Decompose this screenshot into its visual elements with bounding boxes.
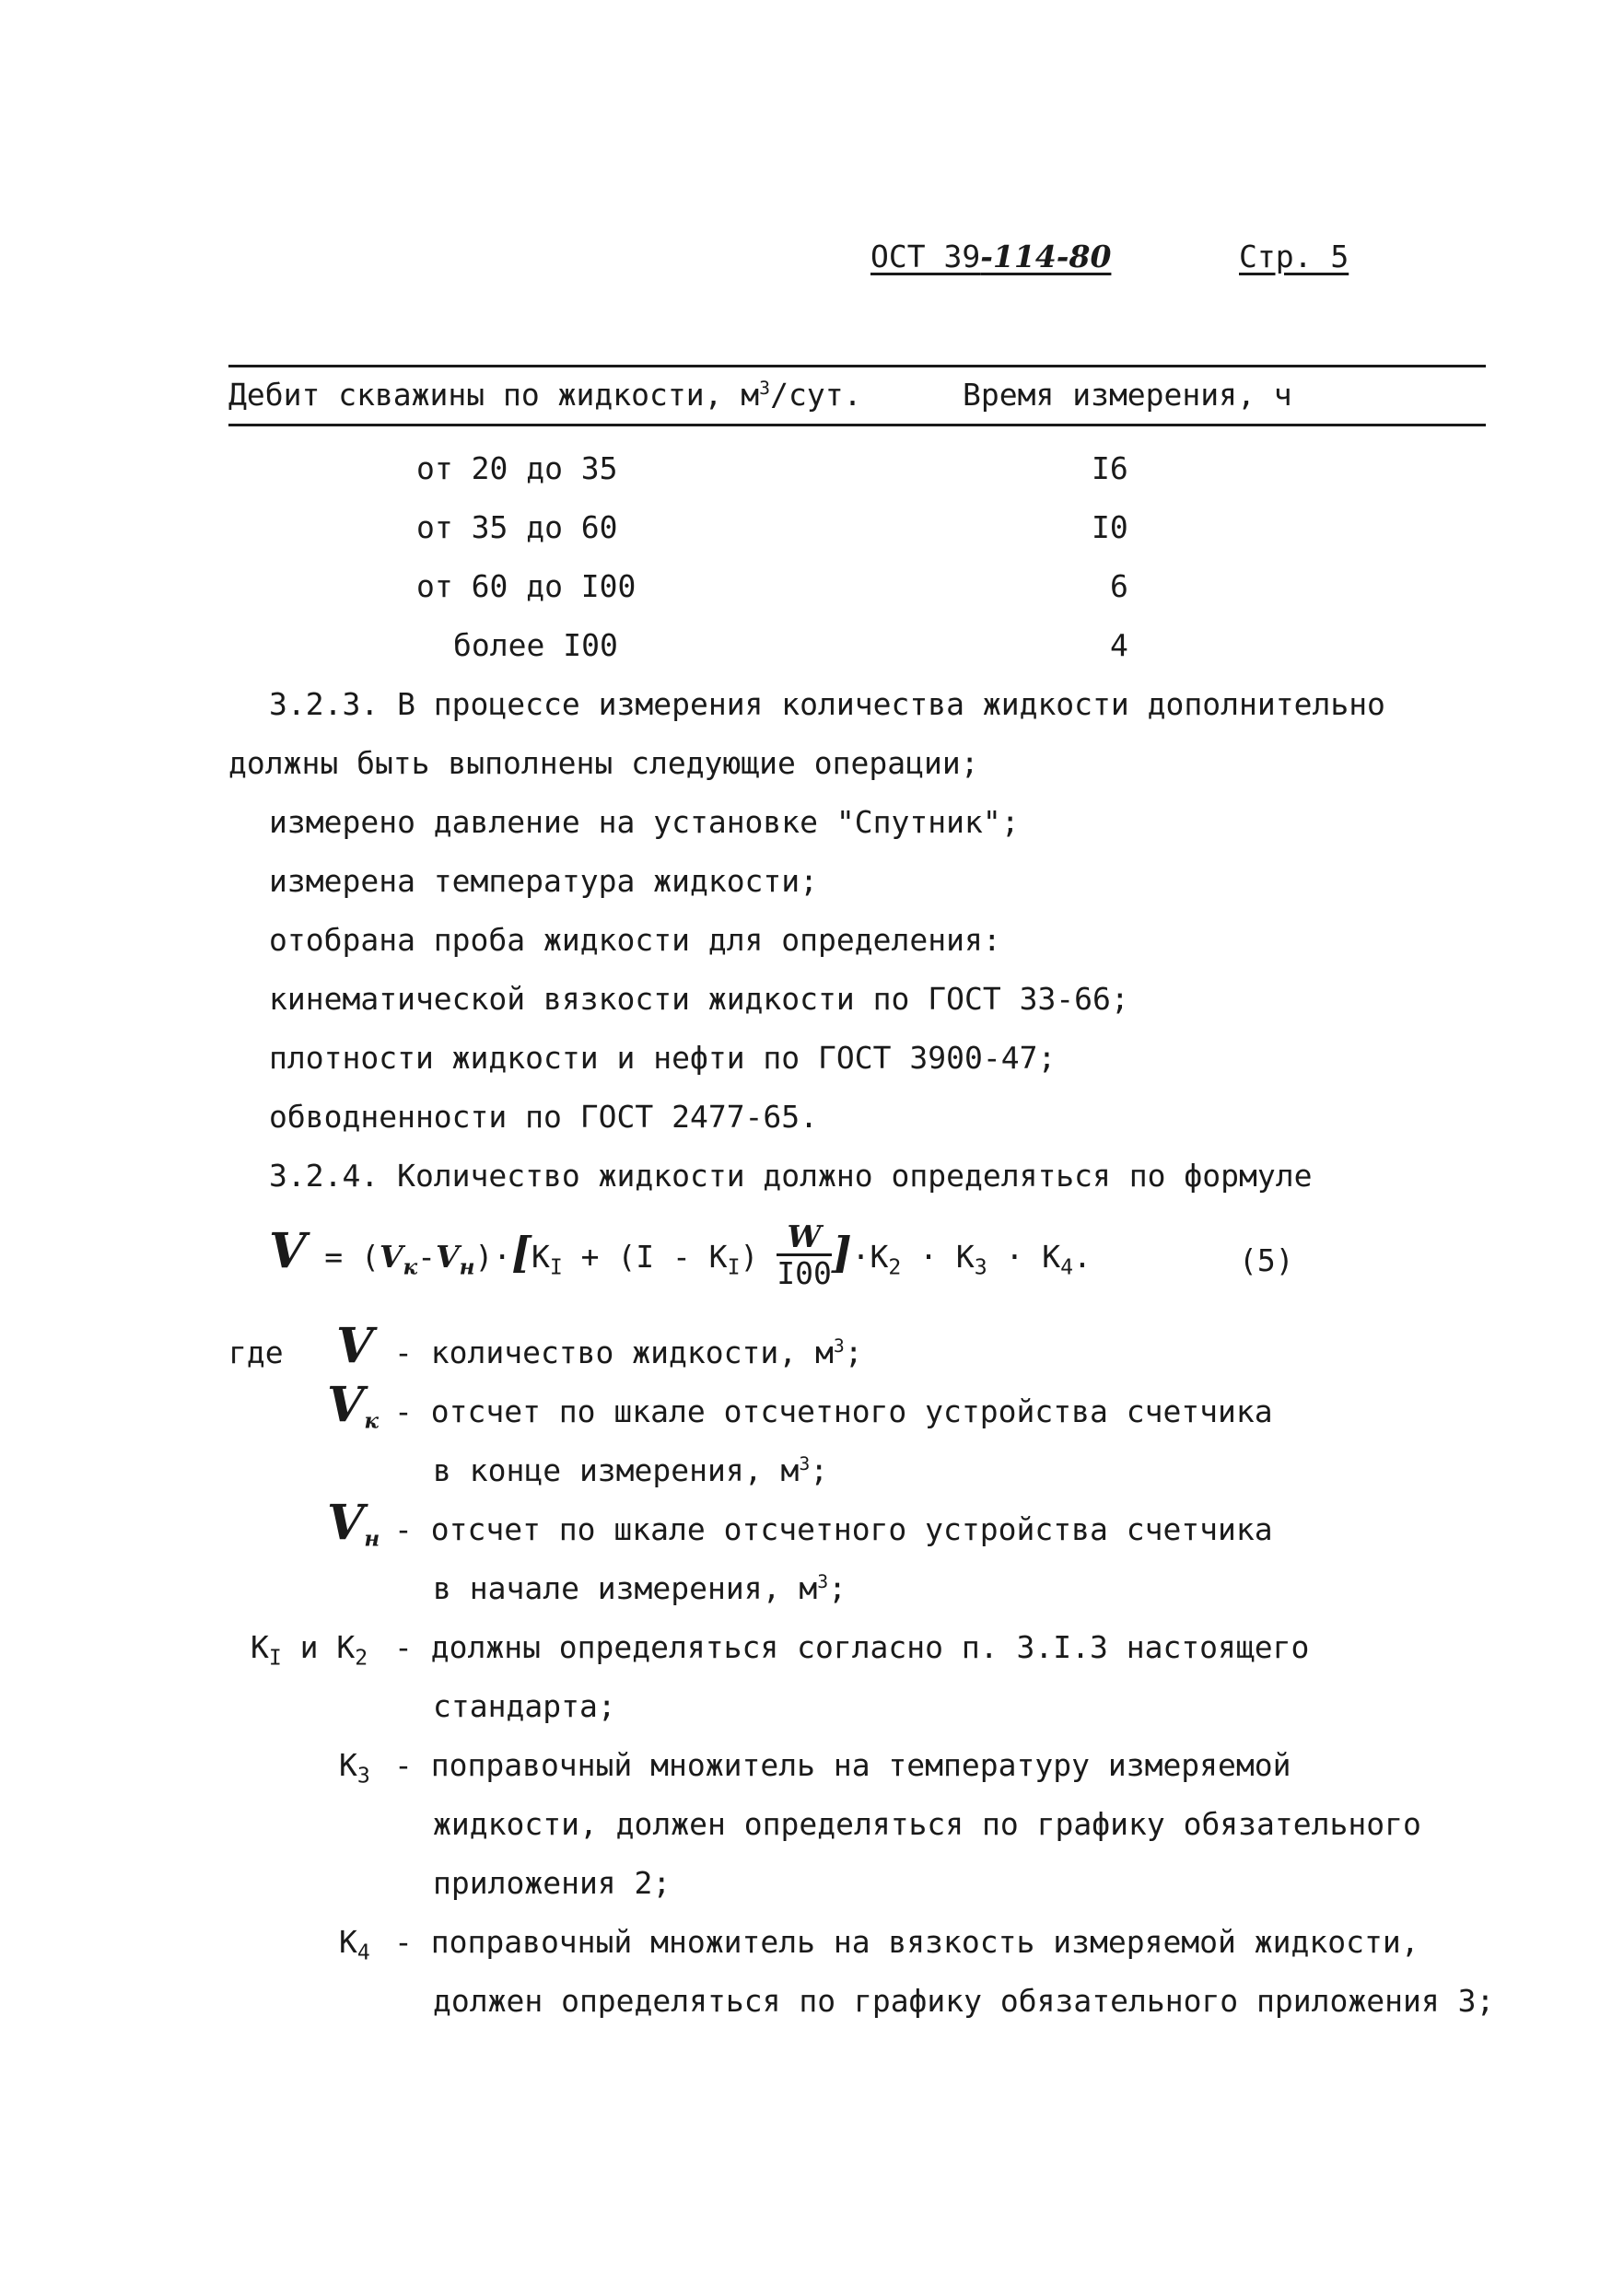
legend-vk-line1: - отсчет по шкале отсчетного устройства счетчика xyxy=(394,1393,1273,1429)
formula-vn: V xyxy=(435,1239,460,1275)
table-header-col1 xyxy=(228,377,862,413)
formula-open: ( xyxy=(360,1239,380,1275)
list-item: плотности жидкости и нефти по ГОСТ 3900-47; xyxy=(269,1040,1057,1076)
legend-k4-glyph: К xyxy=(339,1924,357,1960)
legend-vn-end: ; xyxy=(828,1570,847,1606)
section-323-line2: должны быть выполнены следующие операции; xyxy=(228,745,979,781)
table-row-time: I0 xyxy=(1092,509,1128,545)
table-row-time: I6 xyxy=(1092,450,1128,486)
formula-k2: ·К xyxy=(851,1239,889,1275)
legend-vn-sup: 3 xyxy=(817,1571,829,1592)
formula-vk: V xyxy=(379,1239,403,1275)
formula-k1-sub: I xyxy=(549,1255,563,1280)
formula-bracket-close: ] xyxy=(831,1228,852,1277)
table-row-time: 6 xyxy=(1110,568,1128,604)
legend-symbol-v xyxy=(336,1318,374,1374)
table-top-rule xyxy=(228,365,1486,367)
legend-vk-sup: 3 xyxy=(799,1453,811,1474)
legend-k1-glyph: К xyxy=(251,1629,269,1665)
list-item: измерено давление на установке "Спутник"; xyxy=(269,804,1020,840)
formula-fraction xyxy=(777,1218,832,1291)
formula-number: (5) xyxy=(1239,1242,1294,1278)
legend-vn-glyph: V xyxy=(327,1495,365,1551)
legend-vk-line2-text: в конце измерения, м xyxy=(433,1452,800,1488)
legend-k2-glyph: и К xyxy=(299,1629,356,1665)
legend-k3-line2: жидкости, должен определяться по графику обязательного xyxy=(433,1806,1421,1842)
legend-k1-sub: I xyxy=(268,1646,282,1671)
fraction-denominator: I00 xyxy=(777,1255,832,1291)
section-324-intro: 3.2.4. Количество жидкости должно определяться по формуле xyxy=(269,1158,1313,1194)
col1-header-text: Дебит скважины по жидкости, м xyxy=(228,377,760,413)
legend-k3-glyph: К xyxy=(339,1747,357,1783)
legend-k4-sub: 4 xyxy=(356,1941,370,1965)
legend-k1k2-line1: - должны определяться согласно п. 3.I.3 настоящего xyxy=(394,1629,1310,1665)
formula-paren-close: ) xyxy=(740,1239,759,1275)
legend-where: где xyxy=(228,1334,284,1370)
formula-k4: · К xyxy=(1005,1239,1061,1275)
formula-plus-part: + (I - К xyxy=(580,1239,728,1275)
legend-k1k2-line2: стандарта; xyxy=(433,1688,616,1724)
table-row-range: от 60 до I00 xyxy=(416,568,637,604)
table-row-range: более I00 xyxy=(453,627,618,663)
list-item: отобрана проба жидкости для определения: xyxy=(269,922,1001,958)
formula-bracket-open: [ xyxy=(511,1228,531,1277)
doc-designation xyxy=(870,241,1111,272)
formula-k2-sub: 2 xyxy=(888,1255,902,1280)
formula-vn-sub: н xyxy=(459,1254,475,1280)
legend-vn-sub: н xyxy=(364,1526,380,1552)
table-row-range: от 35 до 60 xyxy=(416,509,618,545)
page-number: Стр. 5 xyxy=(1239,239,1349,274)
formula-k3: · К xyxy=(919,1239,975,1275)
legend-v-sup: 3 xyxy=(833,1335,845,1357)
formula-minus: - xyxy=(417,1239,436,1275)
legend-k3-line1: - поправочный множитель на температуру измеряемой xyxy=(394,1747,1291,1783)
doc-number-handwritten: -114-80 xyxy=(980,239,1112,274)
legend-symbol-k1-k2 xyxy=(251,1629,368,1671)
legend-vn-line2 xyxy=(433,1570,847,1606)
formula xyxy=(269,1218,1092,1292)
legend-vk-sub: к xyxy=(364,1408,379,1434)
col1-header-tail: /сут. xyxy=(770,377,862,413)
list-item: измерена температура жидкости; xyxy=(269,863,819,899)
legend-v-end: ; xyxy=(844,1334,863,1370)
legend-vk-line2 xyxy=(433,1452,829,1488)
table-header-rule xyxy=(228,424,1486,426)
formula-k3-sub: 3 xyxy=(974,1255,987,1280)
legend-k2-sub: 2 xyxy=(355,1646,368,1671)
legend-vk-end: ; xyxy=(810,1452,829,1488)
formula-lhs: V xyxy=(269,1223,307,1279)
formula-eq: = xyxy=(324,1239,344,1275)
table-header-col2: Время измерения, ч xyxy=(963,377,1292,413)
legend-k4-line1: - поправочный множитель на вязкость измеряемой жидкости, xyxy=(394,1924,1419,1960)
list-item: обводненности по ГОСТ 2477-65. xyxy=(269,1099,819,1135)
legend-symbol-vn xyxy=(327,1495,380,1552)
formula-close: )· xyxy=(474,1239,512,1275)
legend-vk-glyph: V xyxy=(327,1377,365,1433)
legend-symbol-k3 xyxy=(339,1747,370,1789)
col1-header-sup: 3 xyxy=(759,378,771,399)
legend-k3-sub: 3 xyxy=(356,1764,370,1789)
legend-v-desc: - количество жидкости, м xyxy=(394,1334,834,1370)
doc-prefix: ОСТ 39 xyxy=(870,239,981,274)
legend-symbol-vk xyxy=(327,1377,379,1434)
formula-end: . xyxy=(1073,1239,1092,1275)
legend-v-text xyxy=(394,1334,863,1370)
legend-vn-line2-text: в начале измерения, м xyxy=(433,1570,818,1606)
legend-k3-line3: приложения 2; xyxy=(433,1865,672,1901)
legend-k4-line2: должен определяться по графику обязательного приложения 3; xyxy=(433,1983,1495,2019)
table-row-time: 4 xyxy=(1110,627,1128,663)
formula-k4-sub: 4 xyxy=(1060,1255,1074,1280)
list-item: кинематической вязкости жидкости по ГОСТ 33-66; xyxy=(269,981,1129,1017)
legend-symbol-k4 xyxy=(339,1924,370,1965)
legend-vn-line1: - отсчет по шкале отсчетного устройства счетчика xyxy=(394,1511,1273,1547)
formula-vk-sub: к xyxy=(403,1254,418,1280)
table-row-range: от 20 до 35 xyxy=(416,450,618,486)
section-323-line1: 3.2.3. В процессе измерения количества жидкости дополнительно xyxy=(269,686,1385,722)
formula-k1: К xyxy=(531,1239,550,1275)
legend-v-glyph: V xyxy=(336,1318,374,1374)
fraction-numerator: W xyxy=(777,1221,832,1256)
formula-k1b-sub: I xyxy=(727,1255,741,1280)
